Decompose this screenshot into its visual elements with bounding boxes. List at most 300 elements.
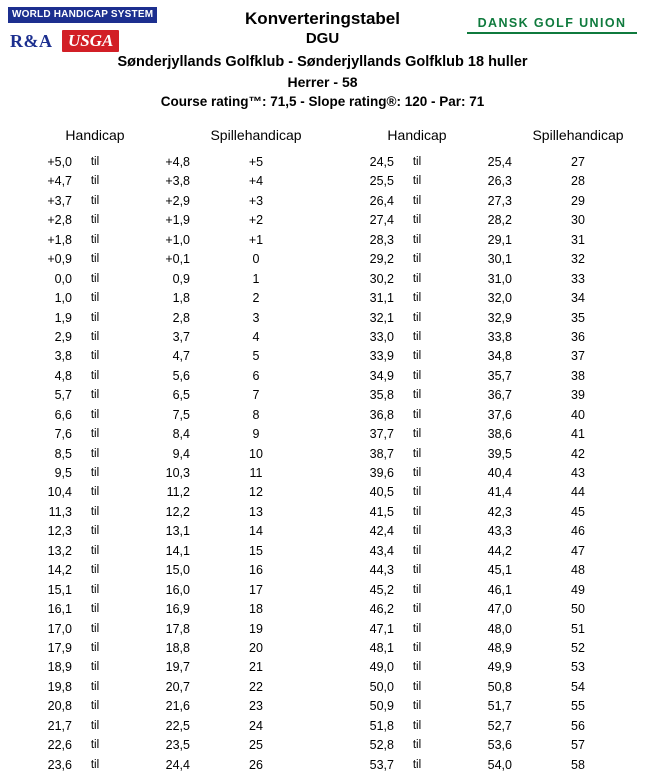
range-separator: til: [90, 408, 100, 421]
handicap-low: 40,5: [369, 485, 394, 500]
range-separator: til: [412, 525, 422, 538]
handicap-high: 51,7: [487, 699, 512, 714]
handicap-low: 53,7: [369, 757, 394, 772]
handicap-low: 30,2: [369, 271, 394, 286]
handicap-low: 23,6: [47, 757, 72, 772]
handicap-low: 14,2: [47, 563, 72, 578]
handicap-low: 24,5: [369, 155, 394, 169]
spillehandicap-value: +3: [248, 193, 264, 208]
handicap-high: 10,3: [165, 466, 190, 480]
handicap-high: 36,7: [487, 388, 512, 403]
range-separator: til: [412, 486, 422, 499]
handicap-high: 37,6: [487, 407, 512, 422]
table-row: [322, 406, 644, 425]
handicap-high: +1,0: [165, 232, 190, 247]
range-separator: til: [412, 700, 422, 713]
spillehandicap-value: +1: [248, 232, 264, 247]
table-row: [322, 386, 644, 405]
column-headers-left: [0, 126, 322, 153]
handicap-low: 18,9: [47, 660, 72, 675]
table-row: [0, 736, 322, 755]
column-header-handicap: Handicap: [65, 127, 125, 143]
spillehandicap-value: 57: [571, 738, 585, 753]
table-row: [322, 367, 644, 386]
handicap-high: 29,1: [487, 232, 512, 247]
handicap-high: 9,4: [172, 446, 190, 461]
spillehandicap-value: 40: [571, 407, 585, 422]
handicap-low: 6,6: [54, 407, 72, 422]
spillehandicap-value: 28: [571, 174, 585, 189]
table-row: [0, 561, 322, 580]
table-row: [322, 503, 644, 522]
conversion-table-left: [0, 126, 322, 775]
handicap-high: 38,6: [487, 427, 512, 442]
column-headers-right: [322, 126, 644, 153]
table-row: [322, 678, 644, 697]
table-row: [0, 658, 322, 677]
range-separator: til: [90, 680, 100, 693]
handicap-high: 52,7: [487, 718, 512, 733]
spillehandicap-value: 8: [252, 407, 260, 422]
table-row: [0, 211, 322, 230]
handicap-low: 1,9: [54, 310, 72, 325]
range-separator: til: [90, 253, 100, 266]
spillehandicap-value: 58: [571, 757, 585, 772]
handicap-high: 21,6: [165, 699, 190, 714]
range-separator: til: [412, 175, 422, 188]
handicap-low: 28,3: [369, 232, 394, 247]
table-row: [322, 697, 644, 716]
handicap-low: 26,4: [369, 193, 394, 208]
range-separator: til: [412, 330, 422, 343]
handicap-high: 4,7: [172, 349, 190, 364]
handicap-high: 12,2: [165, 504, 190, 519]
handicap-high: 41,4: [487, 485, 512, 500]
table-row: [322, 153, 644, 172]
table-row: [322, 639, 644, 658]
handicap-high: 25,4: [487, 155, 512, 169]
range-separator: til: [90, 603, 100, 616]
column-header-spillehandicap: Spillehandicap: [210, 127, 302, 143]
spillehandicap-value: 56: [571, 718, 585, 733]
range-separator: til: [90, 292, 100, 305]
spillehandicap-value: 21: [249, 660, 263, 675]
handicap-high: 16,0: [165, 582, 190, 597]
spillehandicap-value: 31: [571, 232, 585, 247]
range-separator: til: [412, 583, 422, 596]
spillehandicap-value: 1: [252, 271, 260, 286]
table-row: [322, 736, 644, 755]
handicap-low: 27,4: [369, 213, 394, 228]
handicap-high: 24,4: [165, 757, 190, 772]
handicap-low: 12,3: [47, 524, 72, 539]
handicap-high: 11,2: [166, 485, 190, 500]
page-title: Konverteringstabel: [245, 9, 400, 28]
range-separator: til: [90, 389, 100, 402]
spillehandicap-value: 42: [571, 446, 585, 461]
handicap-high: 22,5: [165, 718, 190, 733]
range-separator: til: [90, 428, 100, 441]
spillehandicap-value: +2: [248, 213, 264, 228]
rating-line: Course rating™: 71,5 - Slope rating®: 120 - Par: 71: [160, 94, 485, 109]
table-row: [0, 425, 322, 444]
tee-name: Herrer - 58: [287, 74, 358, 90]
range-separator: til: [90, 739, 100, 752]
range-separator: til: [412, 603, 422, 616]
handicap-high: 7,5: [172, 407, 190, 422]
handicap-high: 47,0: [487, 602, 512, 617]
dansk-golf-union-logo-text: DANSK GOLF UNION: [477, 16, 627, 30]
handicap-low: 15,1: [47, 582, 72, 597]
document-header: [0, 0, 645, 116]
spillehandicap-value: 12: [249, 485, 263, 500]
range-separator: til: [412, 564, 422, 577]
table-row: [0, 289, 322, 308]
spillehandicap-value: 6: [252, 368, 260, 383]
spillehandicap-value: +5: [248, 155, 264, 169]
usga-logo: USGA: [62, 30, 119, 52]
handicap-high: 31,0: [487, 271, 512, 286]
range-separator: til: [412, 350, 422, 363]
table-row: [0, 756, 322, 775]
spillehandicap-value: 3: [252, 310, 260, 325]
range-separator: til: [412, 292, 422, 305]
handicap-low: 11,3: [48, 504, 72, 519]
column-header-spillehandicap: Spillehandicap: [532, 127, 624, 143]
spillehandicap-value: 16: [249, 563, 263, 578]
table-row: [0, 309, 322, 328]
spillehandicap-value: 11: [249, 466, 263, 480]
handicap-high: 40,4: [487, 466, 512, 480]
handicap-low: 10,4: [47, 485, 72, 500]
handicap-high: 42,3: [487, 504, 512, 519]
spillehandicap-value: 47: [571, 543, 585, 558]
handicap-high: 44,2: [487, 543, 512, 558]
table-row: [0, 522, 322, 541]
table-row: [322, 542, 644, 561]
spillehandicap-value: 46: [571, 524, 585, 539]
handicap-low: 9,5: [54, 466, 72, 480]
handicap-low: +1,8: [47, 232, 72, 247]
range-separator: til: [412, 622, 422, 635]
handicap-low: 0,0: [54, 271, 72, 286]
table-row: [0, 172, 322, 191]
spillehandicap-value: 7: [252, 388, 260, 403]
table-row: [0, 367, 322, 386]
spillehandicap-value: 54: [571, 679, 585, 694]
spillehandicap-value: 35: [571, 310, 585, 325]
spillehandicap-value: 17: [249, 582, 263, 597]
range-separator: til: [90, 194, 100, 207]
range-separator: til: [412, 467, 422, 479]
handicap-high: 54,0: [487, 757, 512, 772]
range-separator: til: [90, 175, 100, 188]
handicap-high: 0,9: [172, 271, 190, 286]
table-row: [322, 620, 644, 639]
table-row: [322, 347, 644, 366]
handicap-high: +0,1: [165, 252, 190, 267]
handicap-low: 1,0: [54, 291, 72, 306]
range-separator: til: [412, 214, 422, 227]
spillehandicap-value: 52: [571, 640, 585, 655]
range-separator: til: [90, 486, 100, 499]
handicap-high: 17,8: [165, 621, 190, 636]
handicap-low: +3,7: [47, 193, 72, 208]
spillehandicap-value: 22: [249, 679, 263, 694]
table-row: [0, 464, 322, 483]
spillehandicap-value: 19: [249, 621, 263, 636]
handicap-low: 20,8: [47, 699, 72, 714]
handicap-low: 45,2: [369, 582, 394, 597]
range-separator: til: [412, 311, 422, 324]
handicap-high: 19,7: [165, 660, 190, 675]
handicap-high: 30,1: [487, 252, 512, 267]
spillehandicap-value: 48: [571, 563, 585, 578]
table-row: [0, 678, 322, 697]
range-separator: til: [412, 739, 422, 752]
handicap-high: 8,4: [172, 427, 190, 442]
table-row: [322, 445, 644, 464]
handicap-high: +3,8: [165, 174, 190, 189]
table-row: [322, 211, 644, 230]
table-body-left: [0, 153, 322, 775]
spillehandicap-value: 38: [571, 368, 585, 383]
handicap-high: 39,5: [487, 446, 512, 461]
spillehandicap-value: 2: [252, 291, 260, 306]
table-row: [0, 406, 322, 425]
handicap-low: 5,7: [54, 388, 72, 403]
handicap-high: 45,1: [487, 563, 512, 578]
range-separator: til: [90, 330, 100, 343]
handicap-high: 14,1: [165, 543, 190, 558]
handicap-high: 27,3: [487, 193, 512, 208]
handicap-low: 3,8: [54, 349, 72, 364]
table-row: [0, 503, 322, 522]
handicap-high: 20,7: [165, 679, 190, 694]
table-row: [322, 600, 644, 619]
table-row: [322, 192, 644, 211]
handicap-high: 16,9: [165, 602, 190, 617]
page-subtitle: DGU: [305, 30, 340, 47]
handicap-high: 46,1: [487, 582, 512, 597]
handicap-high: 6,5: [172, 388, 190, 403]
handicap-high: 34,8: [487, 349, 512, 364]
table-row: [322, 172, 644, 191]
range-separator: til: [90, 564, 100, 577]
handicap-high: 2,8: [172, 310, 190, 325]
range-separator: til: [412, 253, 422, 266]
range-separator: til: [412, 447, 422, 460]
handicap-low: 50,0: [369, 679, 394, 694]
range-separator: til: [90, 525, 100, 538]
handicap-high: 13,1: [165, 524, 190, 539]
spillehandicap-value: 34: [571, 291, 585, 306]
table-row: [322, 522, 644, 541]
table-row: [0, 600, 322, 619]
range-separator: til: [90, 467, 100, 479]
spillehandicap-value: 25: [249, 738, 263, 753]
table-row: [322, 483, 644, 502]
range-separator: til: [90, 758, 100, 771]
handicap-low: 51,8: [369, 718, 394, 733]
table-row: [0, 250, 322, 269]
spillehandicap-value: 10: [249, 446, 263, 461]
table-row: [0, 328, 322, 347]
table-row: [0, 192, 322, 211]
handicap-low: 38,7: [369, 446, 394, 461]
range-separator: til: [412, 369, 422, 382]
handicap-high: +2,9: [165, 193, 190, 208]
spillehandicap-value: 27: [571, 155, 585, 169]
handicap-low: 34,9: [369, 368, 394, 383]
spillehandicap-value: 50: [571, 602, 585, 617]
table-row: [0, 717, 322, 736]
spillehandicap-value: 18: [249, 602, 263, 617]
handicap-low: 43,4: [369, 543, 394, 558]
range-separator: til: [90, 214, 100, 227]
handicap-high: 48,9: [487, 640, 512, 655]
handicap-high: 1,8: [172, 291, 190, 306]
handicap-high: 50,8: [487, 679, 512, 694]
handicap-high: 3,7: [172, 329, 190, 344]
randa-logo: R&A: [10, 31, 53, 51]
handicap-low: 21,7: [47, 718, 72, 733]
handicap-high: 18,8: [165, 640, 190, 655]
handicap-high: 26,3: [487, 174, 512, 189]
handicap-high: 49,9: [487, 660, 512, 675]
spillehandicap-value: 44: [571, 485, 585, 500]
column-header-handicap: Handicap: [387, 127, 447, 143]
handicap-high: 43,3: [487, 524, 512, 539]
range-separator: til: [412, 661, 422, 674]
club-name: Sønderjyllands Golfklub - Sønderjyllands Golfklub 18 huller: [117, 54, 528, 70]
spillehandicap-value: 30: [571, 213, 585, 228]
handicap-low: 17,0: [47, 621, 72, 636]
handicap-high: 5,6: [172, 368, 190, 383]
range-separator: til: [412, 758, 422, 771]
spillehandicap-value: 49: [571, 582, 585, 597]
handicap-low: 50,9: [369, 699, 394, 714]
handicap-low: 47,1: [369, 621, 394, 636]
spillehandicap-value: 41: [571, 427, 585, 442]
spillehandicap-value: 55: [571, 699, 585, 714]
range-separator: til: [412, 389, 422, 402]
handicap-low: 46,2: [369, 602, 394, 617]
spillehandicap-value: 29: [571, 193, 585, 208]
handicap-low: +5,0: [47, 155, 72, 169]
handicap-high: 35,7: [487, 368, 512, 383]
range-separator: til: [90, 661, 100, 674]
spillehandicap-value: 43: [571, 466, 585, 480]
range-separator: til: [90, 505, 100, 518]
range-separator: til: [412, 233, 422, 246]
handicap-high: 32,0: [487, 291, 512, 306]
table-row: [0, 347, 322, 366]
handicap-low: 49,0: [369, 660, 394, 675]
range-separator: til: [412, 505, 422, 518]
range-separator: til: [412, 428, 422, 441]
handicap-high: +1,9: [165, 213, 190, 228]
table-row: [0, 639, 322, 658]
spillehandicap-value: 5: [252, 349, 260, 364]
spillehandicap-value: 51: [571, 621, 585, 636]
range-separator: til: [90, 641, 100, 654]
spillehandicap-value: 53: [571, 660, 585, 675]
range-separator: til: [90, 622, 100, 635]
handicap-high: 53,6: [487, 738, 512, 753]
spillehandicap-value: 37: [571, 349, 585, 364]
handicap-low: +2,8: [47, 213, 72, 228]
range-separator: til: [412, 544, 422, 557]
handicap-low: 39,6: [369, 466, 394, 480]
spillehandicap-value: 0: [252, 252, 260, 267]
table-row: [0, 153, 322, 172]
handicap-low: 2,9: [54, 329, 72, 344]
table-row: [0, 581, 322, 600]
spillehandicap-value: 15: [249, 543, 263, 558]
handicap-low: 36,8: [369, 407, 394, 422]
spillehandicap-value: +4: [248, 174, 264, 189]
range-separator: til: [90, 233, 100, 246]
spillehandicap-value: 24: [249, 718, 263, 733]
handicap-low: 4,8: [54, 368, 72, 383]
range-separator: til: [90, 272, 100, 285]
table-row: [322, 289, 644, 308]
handicap-low: +4,7: [47, 174, 72, 189]
dansk-golf-union-logo: [467, 16, 637, 34]
handicap-high: 32,9: [487, 310, 512, 325]
range-separator: til: [90, 544, 100, 557]
range-separator: til: [90, 700, 100, 713]
handicap-low: 31,1: [369, 291, 394, 306]
table-row: [0, 445, 322, 464]
handicap-low: 42,4: [369, 524, 394, 539]
handicap-high: 28,2: [487, 213, 512, 228]
handicap-low: 41,5: [369, 504, 394, 519]
handicap-high: +4,8: [165, 155, 190, 169]
spillehandicap-value: 32: [571, 252, 585, 267]
world-handicap-system-logo: WORLD HANDICAP SYSTEM: [8, 7, 157, 23]
conversion-tables: [0, 126, 645, 775]
range-separator: til: [412, 719, 422, 732]
handicap-low: +0,9: [47, 252, 72, 267]
handicap-low: 25,5: [369, 174, 394, 189]
handicap-low: 17,9: [47, 640, 72, 655]
table-body-right: [322, 153, 644, 775]
handicap-low: 32,1: [369, 310, 394, 325]
handicap-low: 35,8: [369, 388, 394, 403]
spillehandicap-value: 4: [252, 329, 260, 344]
handicap-low: 22,6: [47, 738, 72, 753]
handicap-high: 15,0: [165, 563, 190, 578]
spillehandicap-value: 9: [252, 427, 260, 442]
table-row: [322, 464, 644, 483]
range-separator: til: [90, 311, 100, 324]
range-separator: til: [90, 583, 100, 596]
handicap-low: 52,8: [369, 738, 394, 753]
table-row: [322, 328, 644, 347]
table-row: [322, 581, 644, 600]
range-separator: til: [412, 156, 422, 168]
range-separator: til: [412, 641, 422, 654]
table-row: [322, 270, 644, 289]
handicap-low: 19,8: [47, 679, 72, 694]
handicap-low: 7,6: [54, 427, 72, 442]
handicap-high: 48,0: [487, 621, 512, 636]
dansk-golf-union-logo-rule: [467, 32, 637, 34]
table-row: [0, 697, 322, 716]
handicap-low: 44,3: [369, 563, 394, 578]
